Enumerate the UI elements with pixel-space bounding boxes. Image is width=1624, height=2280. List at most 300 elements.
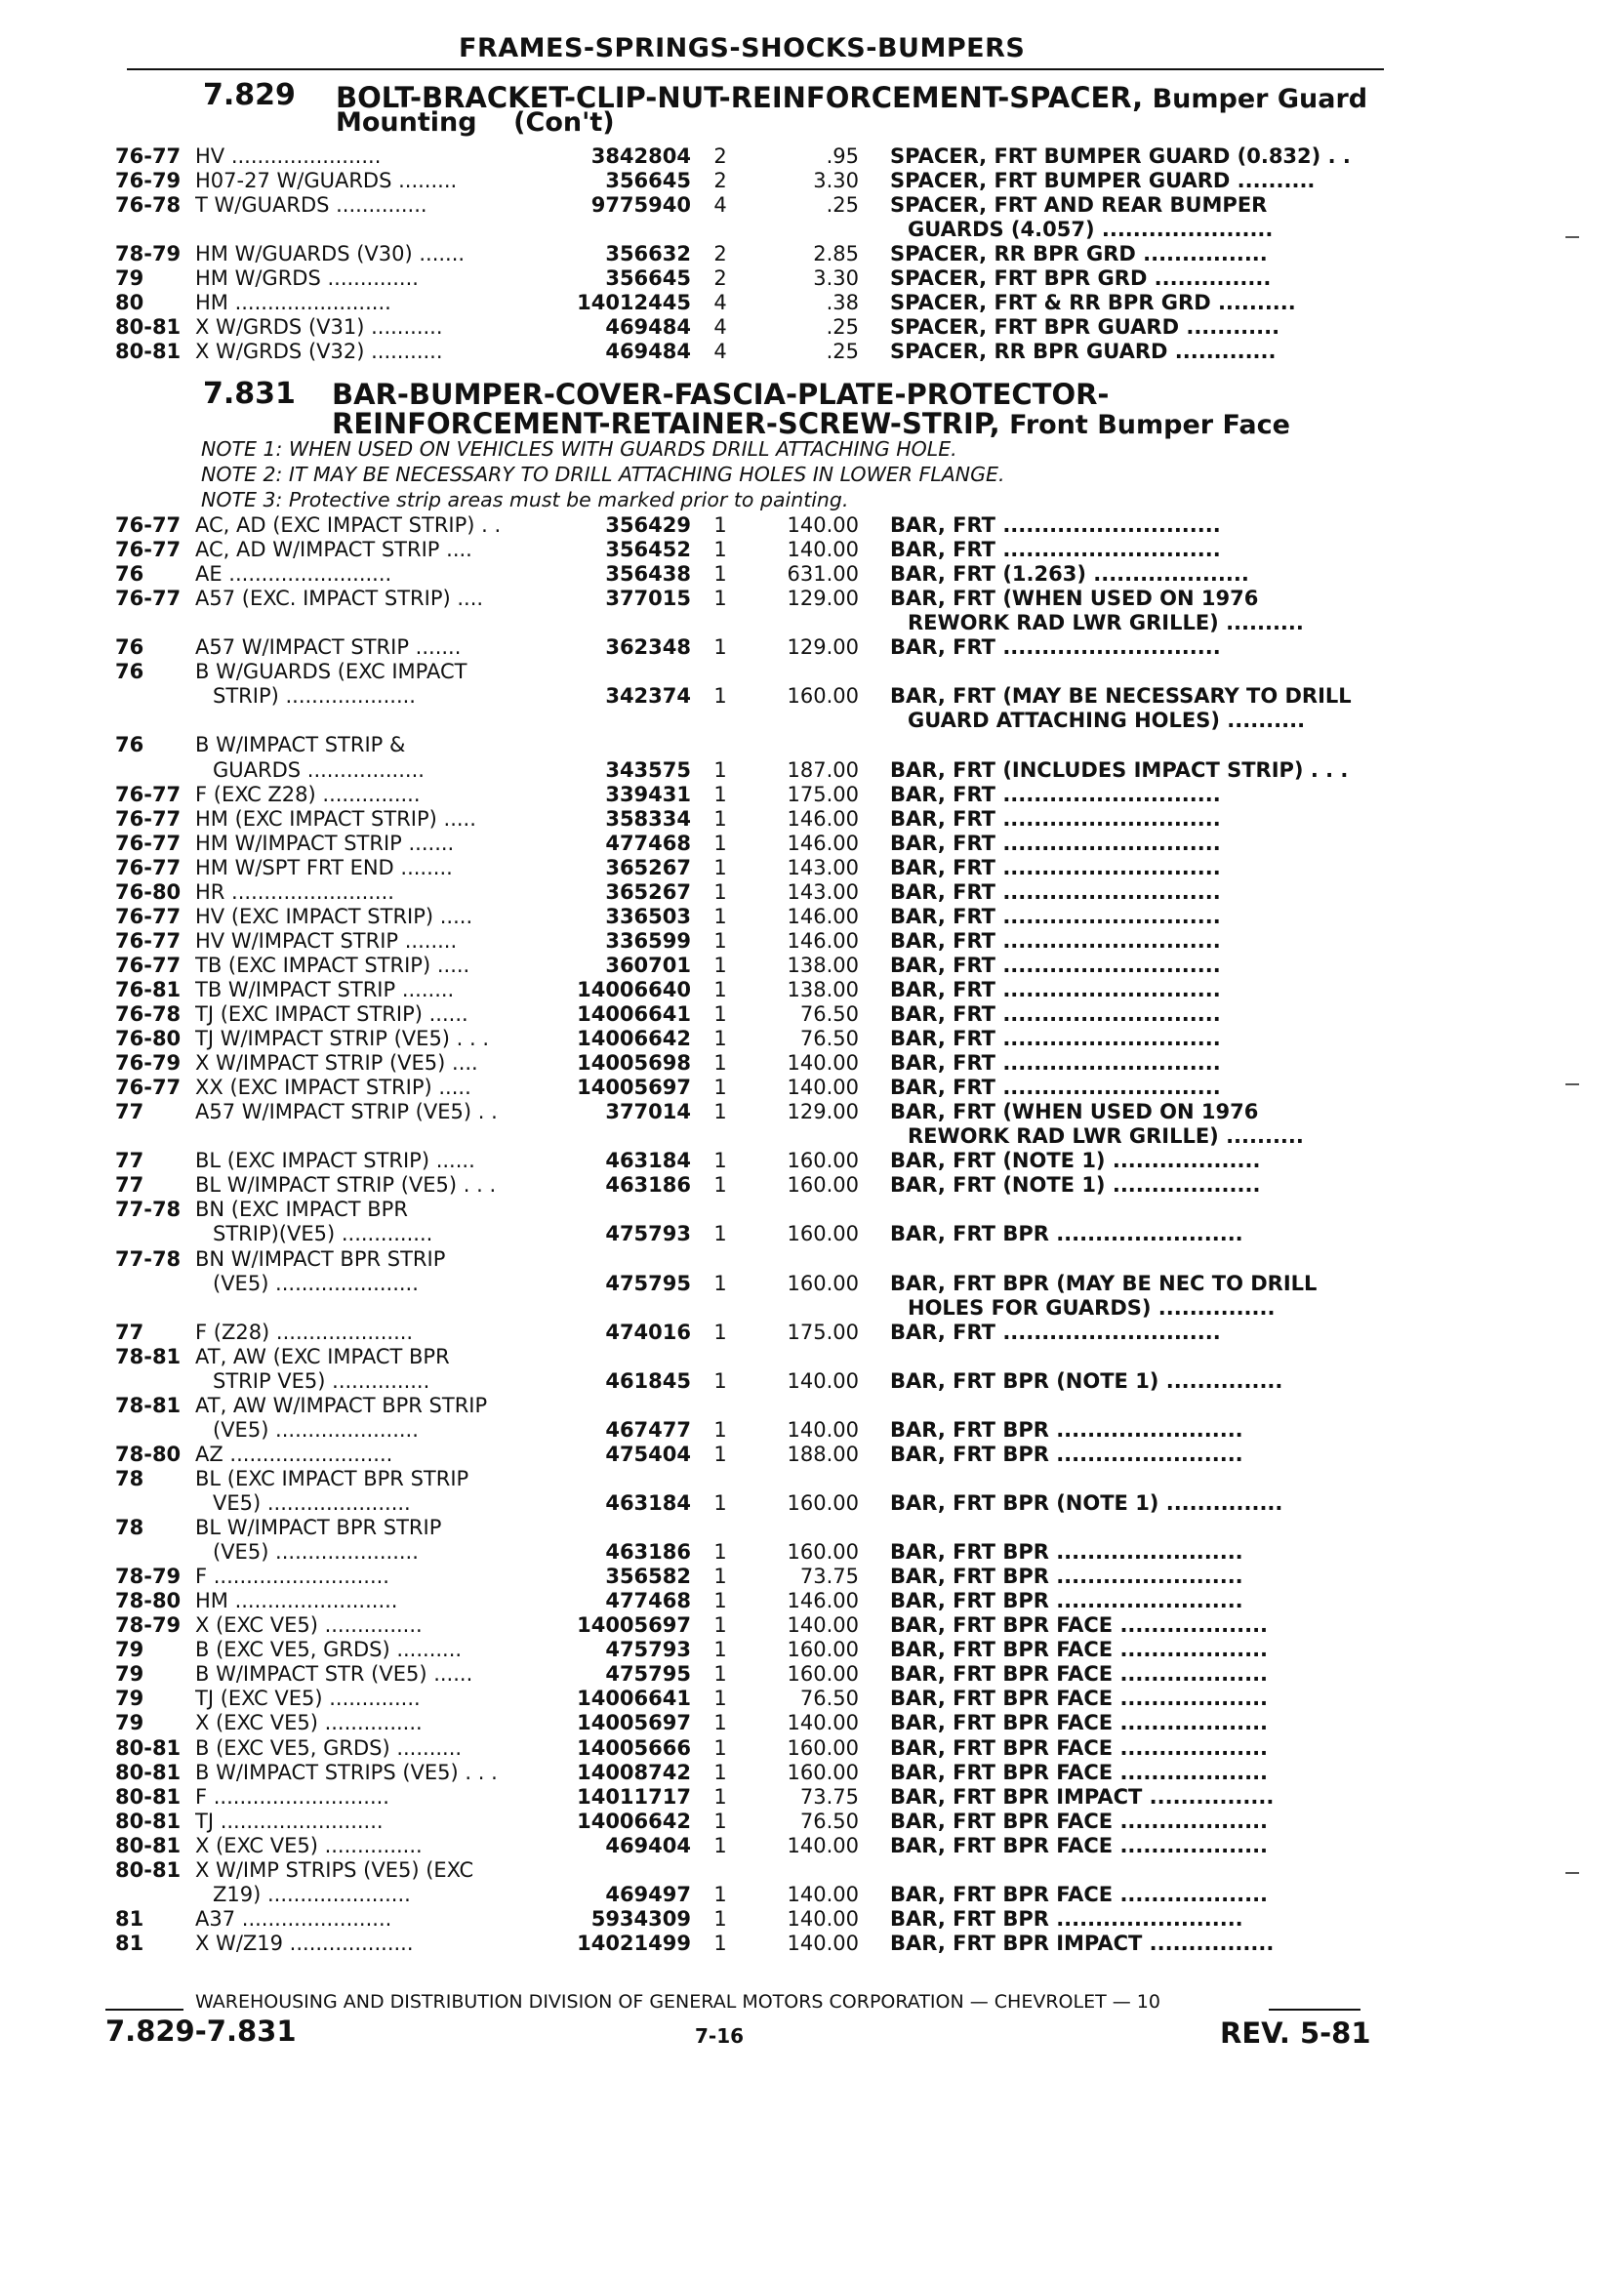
description: BAR, FRT ............................ [890, 1027, 1221, 1051]
quantity: 1 [713, 831, 727, 855]
part-number: 461845 [605, 1368, 691, 1393]
year-range: 78-79 [115, 1565, 182, 1589]
table-row-values [0, 905, 1624, 930]
year-range: 79 [115, 1662, 144, 1687]
applies-to-continued: (VE5) ...................... [213, 1540, 419, 1565]
applies-to: TJ (EXC VE5) .............. [195, 1687, 421, 1711]
year-range: 81 [115, 1931, 144, 1955]
year-range: 77 [115, 1320, 144, 1344]
part-number: 14005666 [577, 1735, 691, 1760]
table-row-values [0, 1173, 1624, 1199]
quantity: 1 [713, 879, 727, 904]
part-number: 14006642 [577, 1809, 691, 1833]
year-range: 76-77 [115, 1076, 182, 1100]
description: BAR, FRT (1.263) .................... [890, 562, 1249, 587]
quantity: 1 [713, 1173, 727, 1198]
table-row-values [0, 1027, 1624, 1052]
applies-to: BN W/IMPACT BPR STRIP [195, 1246, 446, 1271]
table-row-values [0, 684, 1624, 710]
year-range: 76-77 [115, 806, 182, 831]
part-number: 377015 [605, 587, 691, 611]
description: BAR, FRT BPR FACE ................... [890, 1662, 1269, 1687]
applies-to: BL (EXC IMPACT BPR STRIP [195, 1466, 469, 1490]
footer-rule-right [1269, 2009, 1360, 2011]
table-row-values [0, 758, 1624, 784]
description: BAR, FRT ............................ [890, 806, 1221, 831]
description: BAR, FRT BPR ........................ [890, 1222, 1243, 1246]
applies-to: X (EXC VE5) ............... [195, 1833, 423, 1857]
price: 187.00 [787, 757, 859, 782]
quantity: 1 [713, 684, 727, 709]
table-row [0, 1467, 1624, 1492]
part-number: 469484 [605, 340, 691, 363]
table-row-values [0, 1369, 1624, 1395]
quantity: 1 [713, 1809, 727, 1833]
description-continued: GUARDS (4.057) ...................... [908, 218, 1274, 241]
quantity: 4 [713, 291, 727, 314]
description: SPACER, RR BPR GUARD ............. [890, 340, 1277, 363]
part-number: 365267 [605, 879, 691, 904]
part-number: 342374 [605, 684, 691, 709]
applies-to: HV W/IMPACT STRIP ........ [195, 928, 458, 953]
table-row-values [0, 1051, 1624, 1077]
description: BAR, FRT BPR ........................ [890, 1442, 1243, 1466]
part-number: 469484 [605, 315, 691, 339]
quantity: 1 [713, 782, 727, 806]
year-range: 76-77 [115, 587, 182, 611]
table-row-values [0, 954, 1624, 979]
price: 140.00 [787, 1417, 859, 1442]
description: SPACER, FRT BUMPER GUARD (0.832) . . [890, 144, 1351, 168]
quantity: 1 [713, 1589, 727, 1613]
price: 140.00 [787, 1613, 859, 1638]
table-row [0, 1516, 1624, 1541]
footer-publisher: WAREHOUSING AND DISTRIBUTION DIVISION OF GENERAL MOTORS CORPORATION — CHEVROLET — 10 [195, 1991, 1160, 2013]
quantity: 1 [713, 1368, 727, 1393]
applies-to: AT, AW W/IMPACT BPR STRIP [195, 1393, 488, 1417]
applies-to: B (EXC VE5, GRDS) .......... [195, 1735, 463, 1760]
table-row-values [0, 1149, 1624, 1174]
quantity: 1 [713, 1540, 727, 1565]
applies-to: B W/IMPACT STR (VE5) ...... [195, 1662, 473, 1687]
section-title [332, 407, 1290, 440]
applies-to: BL W/IMPACT BPR STRIP [195, 1516, 442, 1540]
year-range: 76-80 [115, 1027, 182, 1051]
year-range: 78-79 [115, 242, 182, 265]
price: 140.00 [787, 1368, 859, 1393]
table-row [0, 733, 1624, 758]
year-range: 80-81 [115, 315, 182, 339]
year-range: 76-79 [115, 1051, 182, 1076]
description: SPACER, FRT BPR GRD ............... [890, 266, 1272, 290]
year-range: 76 [115, 635, 144, 660]
table-row [0, 1345, 1624, 1370]
section-title-line1: BOLT-BRACKET-CLIP-NUT-REINFORCEMENT-SPACER, [336, 81, 1144, 114]
year-range: 78 [115, 1516, 144, 1540]
table-row-values [0, 1443, 1624, 1468]
quantity: 1 [713, 1882, 727, 1906]
description: BAR, FRT BPR ........................ [890, 1565, 1243, 1589]
quantity: 1 [713, 1638, 727, 1662]
section-title-line2: REINFORCEMENT-RETAINER-SCREW-STRIP, [332, 407, 1000, 440]
year-range: 78-81 [115, 1393, 182, 1417]
price: 129.00 [787, 635, 859, 660]
quantity: 1 [713, 1784, 727, 1809]
price: 76.50 [799, 1002, 859, 1026]
quantity: 1 [713, 1051, 727, 1076]
price: 146.00 [787, 928, 859, 953]
price: 140.00 [787, 1882, 859, 1906]
description: SPACER, RR BPR GRD ................ [890, 242, 1268, 265]
margin-mark [1565, 1083, 1579, 1085]
description: BAR, FRT BPR FACE ................... [890, 1809, 1269, 1833]
table-row [0, 1198, 1624, 1223]
year-range: 78-79 [115, 1613, 182, 1638]
description: BAR, FRT BPR FACE ................... [890, 1833, 1269, 1857]
applies-to: F (Z28) ..................... [195, 1320, 414, 1344]
description: BAR, FRT (INCLUDES IMPACT STRIP) . . . [890, 757, 1349, 782]
table-row-values [0, 1638, 1624, 1663]
part-number: 475795 [605, 1662, 691, 1687]
table-row-values [0, 856, 1624, 881]
part-number: 463186 [605, 1173, 691, 1198]
applies-to-continued: STRIP)(VE5) .............. [213, 1222, 433, 1246]
applies-to: A57 W/IMPACT STRIP (VE5) . . [195, 1100, 498, 1124]
quantity: 1 [713, 928, 727, 953]
applies-to: AT, AW (EXC IMPACT BPR [195, 1344, 450, 1368]
footer-page-number: 7-16 [695, 2024, 745, 2048]
year-range: 81 [115, 1906, 144, 1931]
applies-to-continued: (VE5) ...................... [213, 1417, 419, 1442]
page-header: FRAMES-SPRINGS-SHOCKS-BUMPERS [459, 33, 1026, 63]
table-row-values [0, 978, 1624, 1003]
price: 140.00 [787, 1833, 859, 1857]
table-row [0, 660, 1624, 685]
part-number: 356645 [605, 169, 691, 192]
part-number: 356429 [605, 513, 691, 537]
margin-mark [1565, 236, 1579, 238]
part-number: 14021499 [577, 1931, 691, 1955]
price: 146.00 [787, 831, 859, 855]
table-row-values [0, 1785, 1624, 1811]
applies-to: B (EXC VE5, GRDS) .......... [195, 1638, 463, 1662]
applies-to: HV ....................... [195, 144, 382, 168]
quantity: 1 [713, 1760, 727, 1784]
applies-to: HR ......................... [195, 879, 394, 904]
applies-to-continued: STRIP) .................... [213, 684, 416, 709]
quantity: 1 [713, 513, 727, 537]
quantity: 1 [713, 1002, 727, 1026]
description: BAR, FRT BPR ........................ [890, 1589, 1243, 1613]
table-row-values [0, 340, 1624, 365]
price: 143.00 [787, 855, 859, 879]
table-row-values [0, 193, 1624, 219]
note-3: NOTE 3: Protective strip areas must be marked prior to painting. [201, 488, 849, 511]
applies-to: XX (EXC IMPACT STRIP) ..... [195, 1076, 471, 1100]
table-row-values [0, 1662, 1624, 1688]
part-number: 336599 [605, 928, 691, 953]
part-number: 14011717 [577, 1784, 691, 1809]
applies-to: TJ W/IMPACT STRIP (VE5) . . . [195, 1027, 490, 1051]
quantity: 1 [713, 1613, 727, 1638]
section-number: 7.829 [203, 78, 296, 112]
part-number: 475793 [605, 1638, 691, 1662]
description: BAR, FRT ............................ [890, 538, 1221, 562]
header-rule [127, 68, 1384, 70]
table-row-values [0, 562, 1624, 588]
section-title-line2: Mounting (Con't) [336, 107, 615, 138]
table-row-values [0, 1321, 1624, 1346]
part-number: 475795 [605, 1271, 691, 1295]
description: BAR, FRT ............................ [890, 977, 1221, 1001]
applies-to: TJ (EXC IMPACT STRIP) ...... [195, 1002, 468, 1026]
table-row-values [0, 783, 1624, 808]
quantity: 1 [713, 1491, 727, 1515]
table-row-values [0, 1687, 1624, 1712]
price: 160.00 [787, 1735, 859, 1760]
description-continued: REWORK RAD LWR GRILLE) .......... [908, 611, 1304, 635]
part-number: 14005697 [577, 1711, 691, 1735]
applies-to: TJ ......................... [195, 1809, 384, 1833]
price: 129.00 [787, 587, 859, 611]
quantity: 1 [713, 1931, 727, 1955]
price: 140.00 [787, 513, 859, 537]
price: 140.00 [787, 1931, 859, 1955]
price: 160.00 [787, 1149, 859, 1173]
quantity: 4 [713, 193, 727, 217]
applies-to: X W/Z19 ................... [195, 1931, 414, 1955]
description: BAR, FRT BPR (NOTE 1) ............... [890, 1368, 1283, 1393]
year-range: 76 [115, 660, 144, 684]
description: BAR, FRT BPR FACE ................... [890, 1711, 1269, 1735]
applies-to: HM W/SPT FRT END ........ [195, 855, 453, 879]
price: 160.00 [787, 1222, 859, 1246]
price: .25 [826, 340, 859, 363]
price: .95 [826, 144, 859, 168]
section-title-line1: BAR-BUMPER-COVER-FASCIA-PLATE-PROTECTOR- [332, 378, 1110, 411]
table-row-values [0, 513, 1624, 539]
description: BAR, FRT BPR ........................ [890, 1540, 1243, 1565]
part-number: 467477 [605, 1417, 691, 1442]
applies-to: X W/GRDS (V32) ........... [195, 340, 443, 363]
quantity: 1 [713, 953, 727, 977]
section-title-suffix: Front Bumper Face [999, 410, 1290, 440]
part-number: 14006641 [577, 1687, 691, 1711]
year-range: 76-77 [115, 928, 182, 953]
description: BAR, FRT BPR IMPACT ................ [890, 1931, 1275, 1955]
description-continued: HOLES FOR GUARDS) ............... [908, 1295, 1276, 1320]
year-range: 76-77 [115, 904, 182, 928]
part-number: 360701 [605, 953, 691, 977]
quantity: 1 [713, 1222, 727, 1246]
year-range: 80-81 [115, 1833, 182, 1857]
description: BAR, FRT BPR FACE ................... [890, 1613, 1269, 1638]
part-number: 14006641 [577, 1002, 691, 1026]
quantity: 1 [713, 806, 727, 831]
footer-rule-left [105, 2009, 183, 2011]
table-row-values [0, 1589, 1624, 1614]
applies-to: BN (EXC IMPACT BPR [195, 1198, 408, 1222]
part-number: 336503 [605, 904, 691, 928]
table-row-values [0, 266, 1624, 292]
table-row-values [0, 929, 1624, 955]
description: BAR, FRT (NOTE 1) ................... [890, 1149, 1261, 1173]
description: BAR, FRT BPR (NOTE 1) ............... [890, 1491, 1283, 1515]
section-number: 7.831 [203, 377, 296, 411]
price: 160.00 [787, 1638, 859, 1662]
year-range: 76-78 [115, 193, 182, 217]
quantity: 1 [713, 1662, 727, 1687]
table-row [0, 1858, 1624, 1884]
part-number: 14008742 [577, 1760, 691, 1784]
description: BAR, FRT BPR FACE ................... [890, 1760, 1269, 1784]
part-number: 14005698 [577, 1051, 691, 1076]
year-range: 79 [115, 1711, 144, 1735]
quantity: 1 [713, 1565, 727, 1589]
part-number: 356452 [605, 538, 691, 562]
price: 631.00 [787, 562, 859, 587]
year-range: 80-81 [115, 1735, 182, 1760]
description: BAR, FRT ............................ [890, 855, 1221, 879]
description: BAR, FRT ............................ [890, 635, 1221, 660]
description: BAR, FRT BPR IMPACT ................ [890, 1784, 1275, 1809]
table-row-values [0, 1076, 1624, 1101]
applies-to: AC, AD (EXC IMPACT STRIP) . . [195, 513, 502, 537]
part-number: 358334 [605, 806, 691, 831]
quantity: 1 [713, 1711, 727, 1735]
applies-to: X (EXC VE5) ............... [195, 1711, 423, 1735]
year-range: 76-77 [115, 144, 182, 168]
part-number: 356438 [605, 562, 691, 587]
description: BAR, FRT ............................ [890, 1076, 1221, 1100]
year-range: 76 [115, 733, 144, 757]
description-continued: GUARD ATTACHING HOLES) .......... [908, 709, 1306, 733]
quantity: 2 [713, 144, 727, 168]
quantity: 1 [713, 1076, 727, 1100]
applies-to: H07-27 W/GUARDS ......... [195, 169, 458, 192]
table-row-values [0, 1418, 1624, 1444]
description: BAR, FRT BPR FACE ................... [890, 1638, 1269, 1662]
part-number: 463186 [605, 1540, 691, 1565]
part-number: 14005697 [577, 1613, 691, 1638]
year-range: 76-77 [115, 831, 182, 855]
applies-to: BL W/IMPACT STRIP (VE5) . . . [195, 1173, 497, 1198]
year-range: 77 [115, 1149, 144, 1173]
quantity: 1 [713, 757, 727, 782]
applies-to-continued: GUARDS .................. [213, 757, 425, 782]
table-row-values [0, 1100, 1624, 1125]
price: 146.00 [787, 904, 859, 928]
year-range: 80-81 [115, 340, 182, 363]
margin-mark [1565, 1872, 1579, 1874]
table-row-values [0, 880, 1624, 906]
price: 140.00 [787, 1076, 859, 1100]
part-number: 477468 [605, 1589, 691, 1613]
applies-to: X W/IMPACT STRIP (VE5) .... [195, 1051, 478, 1076]
quantity: 1 [713, 1906, 727, 1931]
part-number: 362348 [605, 635, 691, 660]
table-row-values [0, 587, 1624, 612]
applies-to: B W/IMPACT STRIPS (VE5) . . . [195, 1760, 498, 1784]
table-row-values [0, 1834, 1624, 1859]
year-range: 76-77 [115, 782, 182, 806]
applies-to: TB W/IMPACT STRIP ........ [195, 977, 455, 1001]
note-1: NOTE 1: WHEN USED ON VEHICLES WITH GUARDS DRILL ATTACHING HOLE. [201, 437, 957, 461]
applies-to: A37 ....................... [195, 1906, 392, 1931]
description: BAR, FRT BPR ........................ [890, 1906, 1243, 1931]
quantity: 1 [713, 1271, 727, 1295]
part-number: 469497 [605, 1882, 691, 1906]
part-number: 365267 [605, 855, 691, 879]
quantity: 1 [713, 1320, 727, 1344]
quantity: 1 [713, 1687, 727, 1711]
price: 138.00 [787, 953, 859, 977]
applies-to: F ........................... [195, 1565, 389, 1589]
price: 143.00 [787, 879, 859, 904]
quantity: 1 [713, 1027, 727, 1051]
quantity: 1 [713, 1100, 727, 1124]
table-row-values [0, 635, 1624, 661]
description: BAR, FRT ............................ [890, 1051, 1221, 1076]
year-range: 80-81 [115, 1809, 182, 1833]
price: 76.50 [799, 1687, 859, 1711]
description: BAR, FRT BPR FACE ................... [890, 1687, 1269, 1711]
year-range: 78-80 [115, 1589, 182, 1613]
applies-to: HM ........................ [195, 291, 391, 314]
table-row-values [0, 1932, 1624, 1957]
year-range: 77-78 [115, 1246, 182, 1271]
part-number: 14006642 [577, 1027, 691, 1051]
quantity: 1 [713, 635, 727, 660]
price: 73.75 [799, 1784, 859, 1809]
description: SPACER, FRT BPR GUARD ............ [890, 315, 1280, 339]
part-number: 14005697 [577, 1076, 691, 1100]
table-row-values [0, 1907, 1624, 1933]
price: 140.00 [787, 1711, 859, 1735]
description: BAR, FRT (WHEN USED ON 1976 [890, 1100, 1259, 1124]
description-continued: REWORK RAD LWR GRILLE) .......... [908, 1124, 1304, 1149]
price: 140.00 [787, 1906, 859, 1931]
description: BAR, FRT ............................ [890, 831, 1221, 855]
table-row-values [0, 538, 1624, 563]
description: BAR, FRT (NOTE 1) ................... [890, 1173, 1261, 1198]
price: 160.00 [787, 1662, 859, 1687]
year-range: 78 [115, 1466, 144, 1490]
quantity: 1 [713, 562, 727, 587]
price: 160.00 [787, 1271, 859, 1295]
description: BAR, FRT BPR FACE ................... [890, 1882, 1269, 1906]
quantity: 1 [713, 1833, 727, 1857]
applies-to-continued: VE5) ...................... [213, 1491, 411, 1515]
price: 76.50 [799, 1027, 859, 1051]
year-range: 80-81 [115, 1760, 182, 1784]
price: 76.50 [799, 1809, 859, 1833]
year-range: 76-77 [115, 953, 182, 977]
section-title-suffix: Bumper Guard [1143, 84, 1368, 114]
quantity: 1 [713, 1417, 727, 1442]
year-range: 76 [115, 562, 144, 587]
description: SPACER, FRT & RR BPR GRD .......... [890, 291, 1296, 314]
price: 175.00 [787, 782, 859, 806]
part-number: 463184 [605, 1491, 691, 1515]
year-range: 77 [115, 1100, 144, 1124]
applies-to: HV (EXC IMPACT STRIP) ..... [195, 904, 473, 928]
price: 3.30 [813, 169, 859, 192]
price: 160.00 [787, 684, 859, 709]
applies-to: B W/GUARDS (EXC IMPACT [195, 660, 467, 684]
part-number: 475793 [605, 1222, 691, 1246]
description: BAR, FRT ............................ [890, 1002, 1221, 1026]
